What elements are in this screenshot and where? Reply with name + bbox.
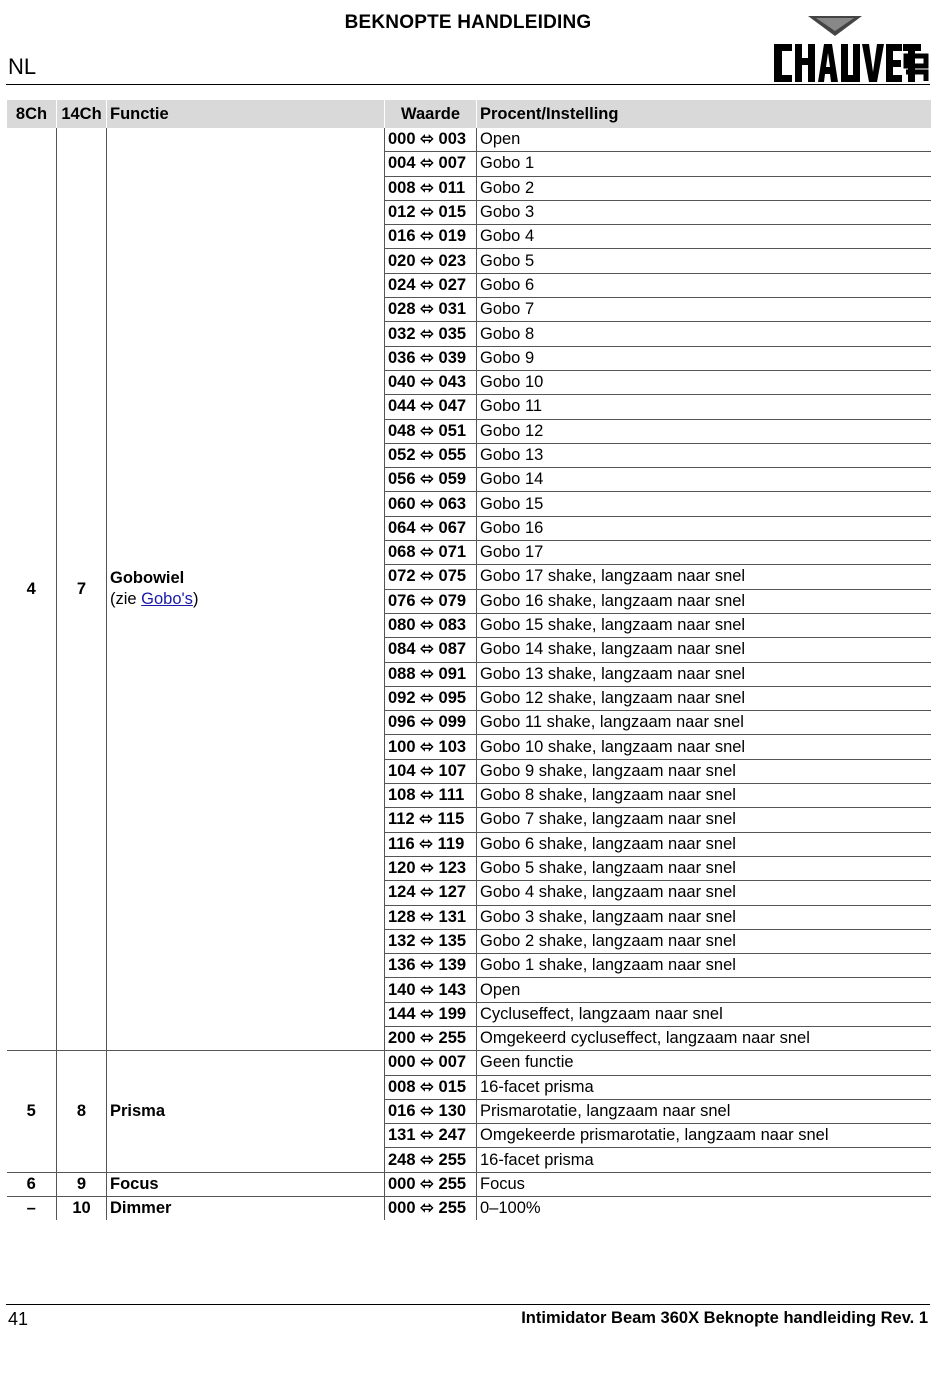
value-range-cell <box>385 638 477 662</box>
setting-cell: Gobo 4 <box>477 225 931 249</box>
value-end: 139 <box>438 956 467 975</box>
value-end: 043 <box>438 373 467 392</box>
value-start: 012 <box>388 203 416 222</box>
setting-cell: Gobo 16 shake, langzaam naar snel <box>477 589 931 613</box>
value-start: 092 <box>388 688 416 707</box>
value-end: 067 <box>438 518 467 537</box>
channel-8ch-cell: – <box>7 1197 57 1221</box>
value-range-cell <box>385 1172 477 1196</box>
value-end: 015 <box>438 1077 467 1096</box>
setting-cell: Open <box>477 128 931 152</box>
value-end: 103 <box>438 737 467 756</box>
range-arrow-icon: ⬄ <box>420 1174 434 1193</box>
value-end: 023 <box>438 251 467 270</box>
setting-cell: Gobo 5 shake, langzaam naar snel <box>477 856 931 880</box>
range-arrow-icon: ⬄ <box>420 251 434 270</box>
value-end: 007 <box>438 1053 467 1072</box>
value-start: 248 <box>388 1150 416 1169</box>
setting-cell: Gobo 3 <box>477 200 931 224</box>
channel-14ch-cell: 10 <box>57 1197 107 1221</box>
value-range-cell <box>385 128 477 152</box>
range-arrow-icon: ⬄ <box>420 300 434 319</box>
range-arrow-icon: ⬄ <box>420 859 434 878</box>
value-range-cell <box>385 929 477 953</box>
range-arrow-icon: ⬄ <box>420 1150 434 1169</box>
value-end: 027 <box>438 275 467 294</box>
chauvet-dj-logo <box>770 14 932 84</box>
setting-cell: Gobo 9 <box>477 346 931 370</box>
value-start: 128 <box>388 907 416 926</box>
setting-cell: Gobo 6 <box>477 273 931 297</box>
value-end: 003 <box>438 130 467 149</box>
setting-cell: Open <box>477 978 931 1002</box>
table-header-row <box>7 100 931 128</box>
value-start: 112 <box>388 810 415 829</box>
value-start: 060 <box>388 494 416 513</box>
value-start: 048 <box>388 421 416 440</box>
value-start: 108 <box>388 786 416 805</box>
setting-cell: Gobo 15 <box>477 492 931 516</box>
value-end: 083 <box>438 616 467 635</box>
setting-cell: Gobo 15 shake, langzaam naar snel <box>477 613 931 637</box>
value-start: 000 <box>388 1174 416 1193</box>
value-range-cell <box>385 832 477 856</box>
range-arrow-icon: ⬄ <box>420 713 434 732</box>
channel-14ch-cell: 7 <box>57 128 107 1051</box>
value-end: 075 <box>438 567 467 586</box>
value-range-cell <box>385 856 477 880</box>
value-range-cell <box>385 492 477 516</box>
column-header-value: Waarde <box>385 100 477 128</box>
value-range-cell <box>385 784 477 808</box>
range-arrow-icon: ⬄ <box>420 178 434 197</box>
value-end: 255 <box>438 1199 467 1218</box>
value-start: 000 <box>388 130 416 149</box>
header-divider <box>6 84 930 85</box>
value-start: 004 <box>388 154 416 173</box>
value-range-cell <box>385 613 477 637</box>
setting-cell: Gobo 13 shake, langzaam naar snel <box>477 662 931 686</box>
value-end: 119 <box>437 834 465 853</box>
function-name: Prisma <box>110 1102 166 1121</box>
value-end: 247 <box>438 1126 467 1145</box>
value-start: 032 <box>388 324 416 343</box>
value-range-cell <box>385 468 477 492</box>
value-start: 024 <box>388 275 416 294</box>
value-end: 143 <box>438 980 467 999</box>
setting-cell: Gobo 17 shake, langzaam naar snel <box>477 565 931 589</box>
range-arrow-icon: ⬄ <box>420 373 434 392</box>
value-start: 144 <box>388 1004 416 1023</box>
value-end: 255 <box>438 1029 467 1048</box>
setting-cell: Gobo 3 shake, langzaam naar snel <box>477 905 931 929</box>
value-range-cell <box>385 249 477 273</box>
value-start: 044 <box>388 397 416 416</box>
function-cell <box>107 1197 385 1221</box>
value-end: 127 <box>438 883 467 902</box>
range-arrow-icon: ⬄ <box>420 1053 434 1072</box>
value-end: 015 <box>438 203 467 222</box>
range-arrow-icon: ⬄ <box>420 640 434 659</box>
table-body <box>7 128 931 1220</box>
setting-cell: Gobo 8 <box>477 322 931 346</box>
value-range-cell <box>385 1051 477 1075</box>
value-range-cell <box>385 881 477 905</box>
value-range-cell <box>385 225 477 249</box>
value-start: 040 <box>388 373 416 392</box>
range-arrow-icon: ⬄ <box>420 591 434 610</box>
setting-cell: Gobo 16 <box>477 516 931 540</box>
value-end: 099 <box>438 713 467 732</box>
value-range-cell <box>385 152 477 176</box>
value-start: 088 <box>388 664 416 683</box>
range-arrow-icon: ⬄ <box>420 956 434 975</box>
range-arrow-icon: ⬄ <box>420 518 434 537</box>
table-row <box>7 1051 931 1075</box>
range-arrow-icon: ⬄ <box>420 1102 434 1121</box>
setting-cell: Gobo 8 shake, langzaam naar snel <box>477 784 931 808</box>
setting-cell: Gobo 12 shake, langzaam naar snel <box>477 686 931 710</box>
value-range-cell <box>385 516 477 540</box>
range-arrow-icon: ⬄ <box>420 688 434 707</box>
range-arrow-icon: ⬄ <box>420 907 434 926</box>
range-arrow-icon: ⬄ <box>420 154 434 173</box>
value-start: 084 <box>388 640 416 659</box>
setting-cell: Prismarotatie, langzaam naar snel <box>477 1099 931 1123</box>
value-range-cell <box>385 298 477 322</box>
value-start: 000 <box>388 1199 416 1218</box>
range-arrow-icon: ⬄ <box>419 834 434 853</box>
value-end: 035 <box>438 324 467 343</box>
value-range-cell <box>385 1099 477 1123</box>
value-range-cell <box>385 711 477 735</box>
value-start: 136 <box>388 956 416 975</box>
value-end: 051 <box>438 421 467 440</box>
setting-cell: Cycluseffect, langzaam naar snel <box>477 1002 931 1026</box>
range-arrow-icon: ⬄ <box>420 397 434 416</box>
value-range-cell <box>385 443 477 467</box>
channel-8ch-cell: 6 <box>7 1172 57 1196</box>
value-range-cell <box>385 1026 477 1050</box>
channel-14ch-cell: 8 <box>57 1051 107 1172</box>
value-start: 008 <box>388 178 416 197</box>
column-header-setting: Procent/Instelling <box>477 100 931 128</box>
value-start: 016 <box>388 1102 416 1121</box>
column-header-function: Functie <box>107 100 385 128</box>
value-start: 200 <box>388 1029 416 1048</box>
value-start: 116 <box>388 834 415 853</box>
value-range-cell <box>385 346 477 370</box>
value-range-cell <box>385 395 477 419</box>
value-range-cell <box>385 273 477 297</box>
range-arrow-icon: ⬄ <box>420 1004 434 1023</box>
range-arrow-icon: ⬄ <box>420 786 434 805</box>
setting-cell: Geen functie <box>477 1051 931 1075</box>
value-start: 036 <box>388 348 416 367</box>
value-range-cell <box>385 686 477 710</box>
value-end: 199 <box>438 1004 467 1023</box>
setting-cell: Gobo 11 shake, langzaam naar snel <box>477 711 931 735</box>
setting-cell: Gobo 7 shake, langzaam naar snel <box>477 808 931 832</box>
value-start: 104 <box>388 761 416 780</box>
function-name: Focus <box>110 1174 159 1193</box>
value-start: 131 <box>388 1126 416 1145</box>
setting-cell: Gobo 6 shake, langzaam naar snel <box>477 832 931 856</box>
value-range-cell <box>385 419 477 443</box>
range-arrow-icon: ⬄ <box>420 567 434 586</box>
setting-cell: Gobo 10 shake, langzaam naar snel <box>477 735 931 759</box>
value-range-cell <box>385 176 477 200</box>
setting-cell: Gobo 2 <box>477 176 931 200</box>
value-end: 063 <box>438 494 467 513</box>
setting-cell: Gobo 1 shake, langzaam naar snel <box>477 954 931 978</box>
value-end: 091 <box>438 664 467 683</box>
value-start: 140 <box>388 980 416 999</box>
setting-cell: Gobo 5 <box>477 249 931 273</box>
setting-cell: Gobo 12 <box>477 419 931 443</box>
setting-cell: Omgekeerde prismarotatie, langzaam naar snel <box>477 1124 931 1148</box>
function-cell <box>107 1172 385 1196</box>
value-start: 072 <box>388 567 416 586</box>
range-arrow-icon: ⬄ <box>420 203 434 222</box>
value-end: 039 <box>438 348 467 367</box>
range-arrow-icon: ⬄ <box>420 616 434 635</box>
setting-cell: Gobo 9 shake, langzaam naar snel <box>477 759 931 783</box>
setting-cell: 16-facet prisma <box>477 1075 931 1099</box>
value-range-cell <box>385 200 477 224</box>
value-start: 000 <box>388 1053 416 1072</box>
setting-cell: Gobo 14 <box>477 468 931 492</box>
value-end: 007 <box>438 154 467 173</box>
value-start: 008 <box>388 1077 416 1096</box>
value-range-cell <box>385 322 477 346</box>
value-start: 100 <box>388 737 416 756</box>
gobos-link[interactable]: Gobo's <box>141 590 193 609</box>
value-start: 120 <box>388 859 416 878</box>
function-note-suffix: ) <box>192 590 199 609</box>
range-arrow-icon: ⬄ <box>420 324 434 343</box>
value-end: 079 <box>438 591 467 610</box>
range-arrow-icon: ⬄ <box>420 761 434 780</box>
range-arrow-icon: ⬄ <box>420 1029 434 1048</box>
setting-cell: Omgekeerd cycluseffect, langzaam naar snel <box>477 1026 931 1050</box>
range-arrow-icon: ⬄ <box>419 810 434 829</box>
range-arrow-icon: ⬄ <box>420 130 434 149</box>
value-end: 019 <box>438 227 467 246</box>
setting-cell: 16-facet prisma <box>477 1148 931 1172</box>
range-arrow-icon: ⬄ <box>420 980 434 999</box>
setting-cell: Gobo 11 <box>477 395 931 419</box>
value-start: 080 <box>388 616 416 635</box>
channel-14ch-cell: 9 <box>57 1172 107 1196</box>
dmx-channel-table <box>6 100 931 1220</box>
range-arrow-icon: ⬄ <box>420 883 434 902</box>
value-range-cell <box>385 978 477 1002</box>
value-start: 076 <box>388 591 416 610</box>
table-row <box>7 1197 931 1221</box>
value-range-cell <box>385 541 477 565</box>
value-end: 123 <box>438 859 467 878</box>
function-name: Gobowiel <box>110 569 185 588</box>
value-range-cell <box>385 662 477 686</box>
value-start: 064 <box>388 518 416 537</box>
value-end: 115 <box>437 810 465 829</box>
value-start: 096 <box>388 713 416 732</box>
range-arrow-icon: ⬄ <box>420 446 434 464</box>
value-end: 071 <box>438 543 467 562</box>
value-range-cell <box>385 905 477 929</box>
function-note-prefix: (zie <box>110 590 142 609</box>
value-range-cell <box>385 1075 477 1099</box>
value-range-cell <box>385 1002 477 1026</box>
value-start: 028 <box>388 300 416 319</box>
function-cell <box>107 128 385 1051</box>
range-arrow-icon: ⬄ <box>420 227 434 246</box>
value-end: 135 <box>438 931 467 950</box>
channel-8ch-cell: 5 <box>7 1051 57 1172</box>
page-title: BEKNOPTE HANDLEIDING <box>344 12 592 33</box>
value-end: 095 <box>438 688 467 707</box>
value-end: 111 <box>438 786 465 805</box>
setting-cell: Gobo 10 <box>477 370 931 394</box>
range-arrow-icon: ⬄ <box>420 1126 434 1145</box>
range-arrow-icon: ⬄ <box>420 1077 434 1096</box>
setting-cell: Gobo 2 shake, langzaam naar snel <box>477 929 931 953</box>
range-arrow-icon: ⬄ <box>420 543 434 562</box>
value-range-cell <box>385 589 477 613</box>
setting-cell: Gobo 1 <box>477 152 931 176</box>
value-end: 130 <box>438 1102 467 1121</box>
setting-cell: Gobo 13 <box>477 443 931 467</box>
value-range-cell <box>385 1197 477 1221</box>
value-start: 068 <box>388 543 416 562</box>
language-code: NL <box>8 54 37 79</box>
column-header-14ch: 14Ch <box>57 100 107 128</box>
setting-cell: 0–100% <box>480 1199 541 1218</box>
value-range-cell <box>385 808 477 832</box>
value-end: 107 <box>438 761 467 780</box>
setting-cell: Gobo 7 <box>477 298 931 322</box>
value-end: 131 <box>438 907 467 926</box>
value-end: 031 <box>438 300 467 319</box>
value-range-cell <box>385 1124 477 1148</box>
range-arrow-icon: ⬄ <box>420 1199 434 1218</box>
value-range-cell <box>385 759 477 783</box>
value-end: 087 <box>438 640 467 659</box>
range-arrow-icon: ⬄ <box>420 737 434 756</box>
setting-cell: Gobo 4 shake, langzaam naar snel <box>477 881 931 905</box>
setting-cell: Gobo 17 <box>477 541 931 565</box>
table-row <box>7 128 931 152</box>
range-arrow-icon: ⬄ <box>420 348 434 367</box>
table-row <box>7 1172 931 1196</box>
value-range-cell <box>385 954 477 978</box>
function-name: Dimmer <box>110 1199 172 1218</box>
footer-divider <box>6 1304 930 1305</box>
value-end: 011 <box>438 178 466 197</box>
range-arrow-icon: ⬄ <box>420 421 434 440</box>
value-range-cell <box>385 370 477 394</box>
value-end: 255 <box>438 1150 467 1169</box>
document-title: Intimidator Beam 360X Beknopte handleiding Rev. 1 <box>521 1309 928 1327</box>
value-range-cell <box>385 735 477 759</box>
value-range-cell <box>385 1148 477 1172</box>
value-end: 255 <box>438 1174 467 1193</box>
value-start: 016 <box>388 227 416 246</box>
value-end: 059 <box>438 470 467 489</box>
value-start: 124 <box>388 883 416 902</box>
range-arrow-icon: ⬄ <box>420 275 434 294</box>
value-start: 052 <box>388 446 416 464</box>
range-arrow-icon: ⬄ <box>420 664 434 683</box>
value-end: 047 <box>438 397 467 416</box>
value-start: 020 <box>388 251 416 270</box>
range-arrow-icon: ⬄ <box>420 470 434 489</box>
setting-cell: Gobo 14 shake, langzaam naar snel <box>477 638 931 662</box>
column-header-8ch: 8Ch <box>7 100 57 128</box>
value-end: 055 <box>438 446 467 464</box>
value-start: 132 <box>388 931 416 950</box>
range-arrow-icon: ⬄ <box>420 931 434 950</box>
setting-cell: Focus <box>477 1172 931 1196</box>
range-arrow-icon: ⬄ <box>420 494 434 513</box>
function-cell <box>107 1051 385 1172</box>
value-range-cell <box>385 565 477 589</box>
page-number: 41 <box>8 1309 29 1329</box>
function-note <box>110 589 381 610</box>
value-start: 056 <box>388 470 416 489</box>
channel-8ch-cell: 4 <box>7 128 57 1051</box>
